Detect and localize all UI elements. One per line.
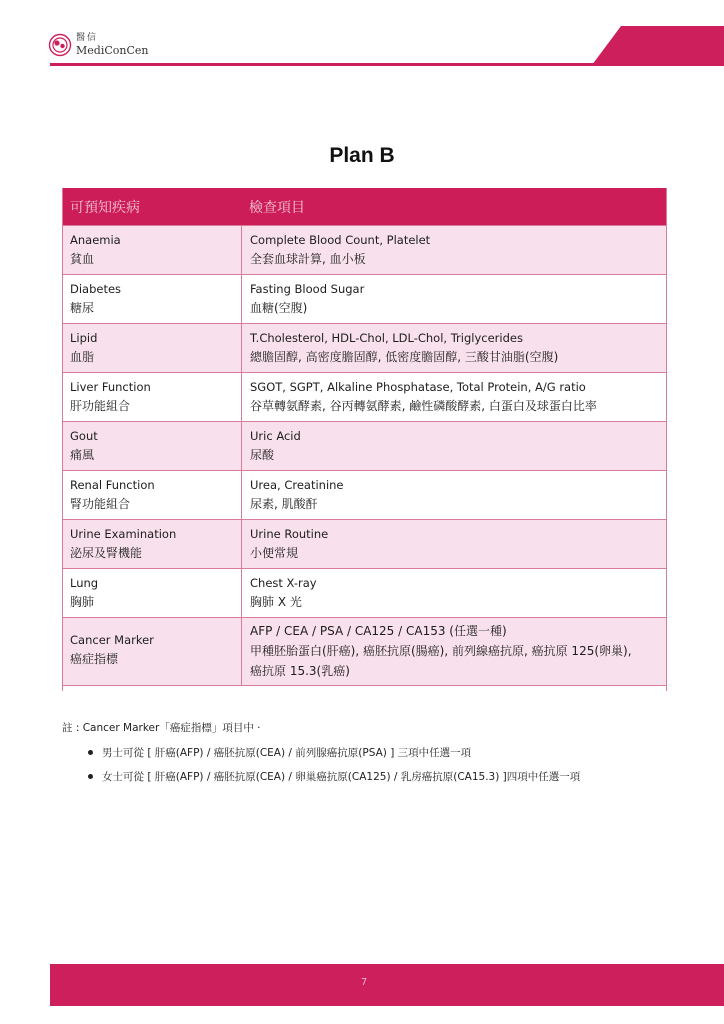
item-cn: 谷草轉氨酵素, 谷丙轉氨酵素, 鹼性磷酸酵素, 白蛋白及球蛋白比率 (250, 399, 597, 413)
item-en: Chest X-ray (250, 576, 317, 590)
item-cn: 小便常規 (250, 546, 299, 560)
table-row (62, 323, 667, 372)
disease-en: Lipid (70, 331, 98, 345)
table-row (62, 519, 667, 568)
disease-cn: 糖尿 (70, 301, 95, 315)
notes-section (62, 720, 682, 793)
table-row (62, 274, 667, 323)
item-en: T.Cholesterol, HDL-Chol, LDL-Chol, Triglycerides (250, 331, 523, 345)
item-en: Fasting Blood Sugar (250, 282, 365, 296)
table-header-row (62, 188, 667, 225)
list-item: 男士可從 [ 肝癌(AFP) / 癌胚抗原(CEA) / 前列腺癌抗原(PSA) ] 三項中任選一項 (62, 745, 682, 760)
disease-cn: 血脂 (70, 350, 95, 364)
table-row (62, 225, 667, 274)
notes-title: 註 : Cancer Marker「癌症指標」項目中 · (62, 722, 261, 734)
disease-cn: 腎功能組合 (70, 497, 131, 511)
checkup-table (62, 188, 667, 686)
page-footer (50, 964, 724, 1006)
table-row (62, 372, 667, 421)
disease-cn: 貧血 (70, 252, 95, 266)
disease-cn: 泌尿及腎機能 (70, 546, 143, 560)
cancer-line-2: 甲種胚胎蛋白(肝癌), 癌胚抗原(腸癌), 前列線癌抗原, 癌抗原 125(卵巢), (250, 644, 632, 658)
page-header (0, 0, 724, 70)
item-cn: 全套血球計算, 血小板 (250, 252, 366, 266)
disease-en: Anaemia (70, 233, 121, 247)
table-row (62, 470, 667, 519)
item-cn: 尿素, 肌酸酐 (250, 497, 318, 511)
header-tab-shape (592, 26, 724, 65)
item-en: Urea, Creatinine (250, 478, 344, 492)
item-cn: 總膽固醇, 高密度膽固醇, 低密度膽固醇, 三酸甘油脂(空腹) (250, 350, 559, 364)
disease-en: Gout (70, 429, 98, 443)
item-en: SGOT, SGPT, Alkaline Phosphatase, Total Protein, A/G ratio (250, 380, 586, 394)
logo (48, 33, 148, 57)
disease-cn: 癌症指標 (70, 652, 119, 666)
item-cn: 血糖(空腹) (250, 301, 308, 315)
disease-cn: 痛風 (70, 448, 95, 462)
item-en: Uric Acid (250, 429, 301, 443)
disease-en: Renal Function (70, 478, 155, 492)
item-en: Urine Routine (250, 527, 329, 541)
item-en: Complete Blood Count, Platelet (250, 233, 431, 247)
header-items: 檢查項目 (249, 199, 305, 216)
disease-en: Lung (70, 576, 99, 590)
disease-cn: 肝功能組合 (70, 399, 131, 413)
disease-en: Cancer Marker (70, 633, 154, 647)
logo-cn-text: 醫信 (76, 33, 99, 43)
logo-mark-icon (48, 33, 72, 57)
table-row-cancer (62, 617, 667, 686)
disease-en: Liver Function (70, 380, 151, 394)
notes-list (62, 745, 682, 784)
list-item: 女士可從 [ 肝癌(AFP) / 癌胚抗原(CEA) / 卵巢癌抗原(CA125) / 乳房癌抗原(CA15.3) ]四項中任選一項 (62, 769, 682, 784)
page-title: Plan B (329, 144, 395, 167)
cancer-line-3: 癌抗原 15.3(乳癌) (250, 664, 350, 678)
disease-en: Urine Examination (70, 527, 177, 541)
logo-en-text: MediConCen (76, 44, 149, 57)
header-disease: 可預知疾病 (70, 199, 140, 216)
disease-en: Diabetes (70, 282, 122, 296)
page-number: 7 (360, 977, 368, 988)
table-row (62, 568, 667, 617)
disease-cn: 胸肺 (70, 595, 95, 609)
cancer-line-1: AFP / CEA / PSA / CA125 / CA153 (任選一種) (250, 624, 507, 638)
table-row (62, 421, 667, 470)
item-cn: 尿酸 (250, 448, 275, 462)
item-cn: 胸肺 X 光 (250, 595, 302, 609)
